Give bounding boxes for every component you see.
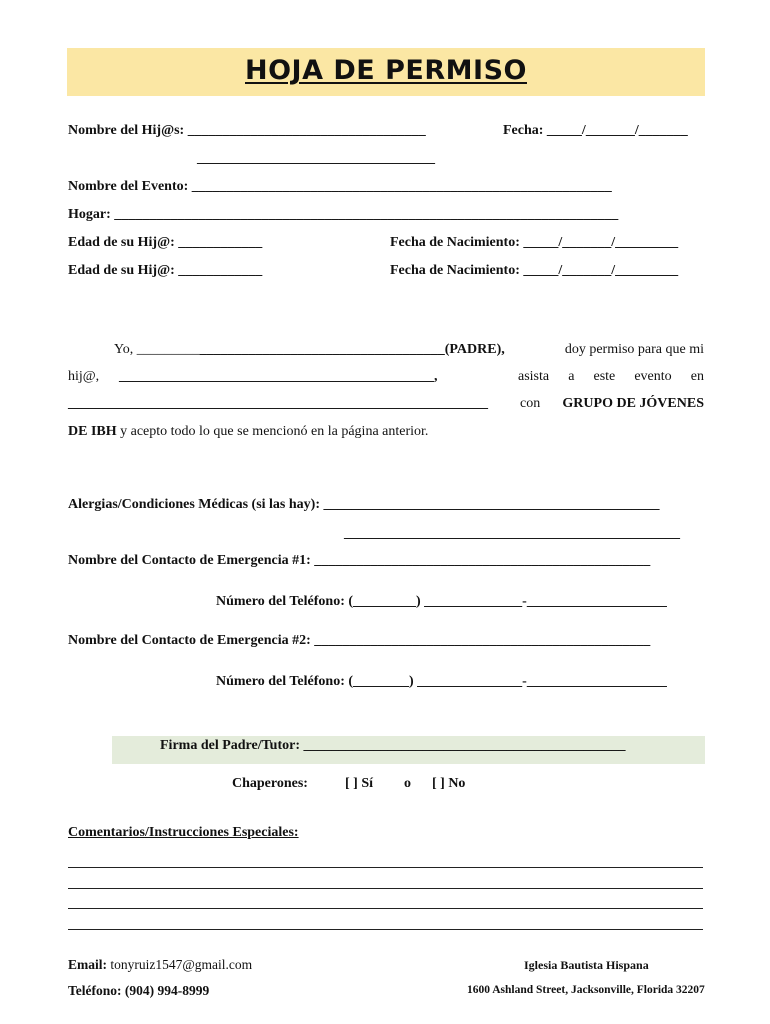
word-este: este [593, 369, 616, 384]
child-name-field[interactable]: Nombre del Hij@s: __________________________________ [68, 123, 426, 138]
home-field[interactable]: Hogar: ________________________________________________________________________ [68, 207, 619, 222]
comment-line[interactable] [68, 867, 703, 868]
allergies-field-line2[interactable]: ________________________________________________ [344, 526, 680, 541]
guardian-signature-field[interactable]: Firma del Padre/Tutor: ______________________________________________ [160, 738, 626, 753]
emergency-phone-2-field[interactable]: Número del Teléfono: (________) _______________-____________________ [216, 674, 667, 689]
chaperone-no-checkbox[interactable]: [ ] No [432, 776, 466, 791]
birthdate-field-1[interactable]: Fecha de Nacimiento: _____/_______/_________ [390, 235, 679, 250]
birthdate-field-2[interactable]: Fecha de Nacimiento: _____/_______/_________ [390, 263, 679, 278]
child-age-field-2[interactable]: Edad de su Hij@: ____________ [68, 263, 263, 278]
or-label: o [404, 776, 411, 791]
permission-line-3-end [520, 396, 704, 412]
word-en: en [690, 369, 704, 384]
word-a: a [568, 369, 575, 384]
event-name-field[interactable]: Nombre del Evento: ____________________________________________________________ [68, 179, 612, 194]
word-evento: evento [634, 369, 672, 384]
email-label: Email: [68, 957, 107, 972]
permission-hij-label: hij@, [68, 369, 100, 384]
email-link[interactable]: tonyruiz1547@gmail.com [110, 957, 253, 972]
emergency-contact-2-field[interactable]: Nombre del Contacto de Emergencia #2: ________________________________________________ [68, 633, 651, 648]
footer-phone: Teléfono: (904) 994-8999 [68, 983, 210, 998]
event-location-field[interactable]: ____________________________________________________________ [68, 396, 488, 411]
permission-line-4 [68, 424, 428, 440]
permission-line-1 [114, 342, 505, 358]
child-name-permission-field[interactable]: _____________________________________________, [119, 369, 438, 384]
padre-label: (PADRE), [444, 342, 505, 357]
emergency-phone-1-field[interactable]: Número del Teléfono: (_________) ______________-____________________ [216, 594, 667, 609]
church-address: 1600 Ashland Street, Jacksonville, Florida 32207 [467, 984, 705, 996]
permission-line-1-end [545, 342, 704, 358]
child-age-field-1[interactable]: Edad de su Hij@: ____________ [68, 235, 263, 250]
footer-email [68, 957, 252, 973]
permission-text-end: doy permiso para que mi [564, 342, 704, 357]
permission-yo[interactable]: Yo, _________ [114, 342, 200, 357]
child-name-field-line2[interactable]: __________________________________ [197, 151, 435, 166]
page-title: HOJA DE PERMISO [245, 55, 527, 86]
church-abbrev: DE IBH [68, 424, 117, 439]
youth-group-name: GRUPO DE JÓVENES [562, 396, 704, 411]
church-name: Iglesia Bautista Hispana [524, 958, 649, 972]
permission-line-2-end [518, 369, 704, 385]
comment-line[interactable] [68, 929, 703, 930]
permission-line-3 [68, 396, 488, 412]
permission-closing-text: y acepto todo lo que se mencionó en la página anterior. [120, 424, 429, 439]
parent-name-field[interactable]: ___________________________________ [199, 342, 445, 357]
date-field[interactable]: Fecha: _____/_______/_______ [503, 123, 688, 138]
comment-line[interactable] [68, 908, 703, 909]
chaperone-yes-checkbox[interactable]: [ ] Sí [345, 776, 373, 791]
emergency-contact-1-field[interactable]: Nombre del Contacto de Emergencia #1: ________________________________________________ [68, 553, 651, 568]
word-con: con [520, 396, 541, 411]
allergies-field[interactable]: Alergias/Condiciones Médicas (si las hay): ________________________________________________ [68, 497, 660, 512]
title-banner [67, 48, 705, 96]
comments-label: Comentarios/Instrucciones Especiales: [68, 825, 299, 840]
comment-line[interactable] [68, 888, 703, 889]
word-asista: asista [518, 369, 550, 384]
chaperones-label: Chaperones: [232, 776, 308, 791]
